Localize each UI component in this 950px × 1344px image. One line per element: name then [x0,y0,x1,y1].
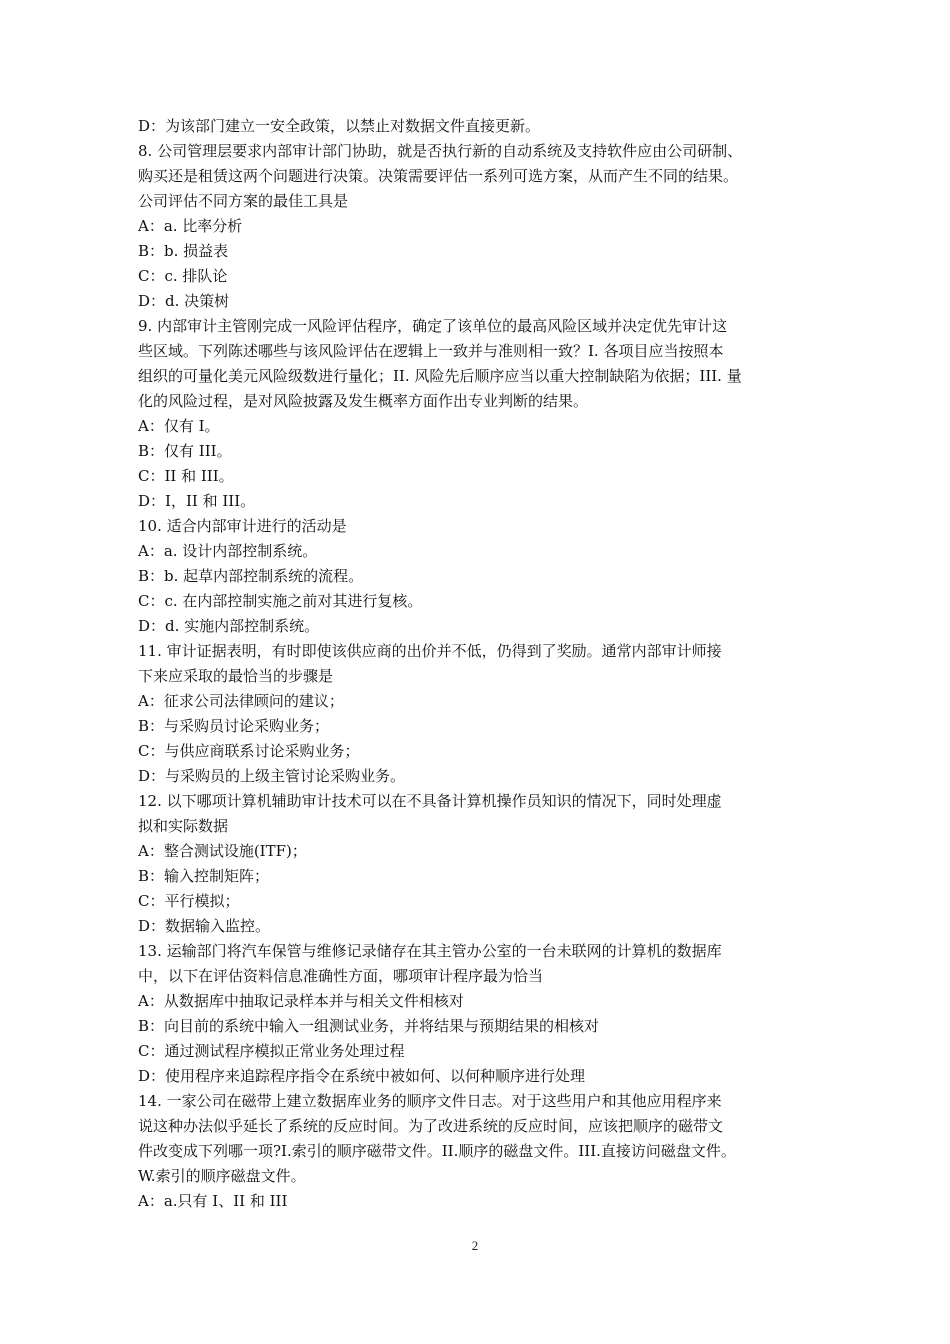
text-line: A：a. 设计内部控制系统。 [138,542,318,560]
text-line: 12. 以下哪项计算机辅助审计技术可以在不具备计算机操作员知识的情况下，同时处理虚 [138,792,722,810]
text-line: B：仅有 III。 [138,442,232,460]
text-line: 购买还是租赁这两个问题进行决策。决策需要评估一系列可选方案，从而产生不同的结果。 [138,167,739,185]
text-line: 中，以下在评估资料信息准确性方面，哪项审计程序最为恰当 [138,967,544,985]
text-line: C：与供应商联系讨论采购业务； [138,742,360,760]
page-number: 2 [471,1238,479,1253]
text-line: 拟和实际数据 [138,817,229,835]
text-line: D：d. 实施内部控制系统。 [138,617,320,635]
text-line: 公司评估不同方案的最佳工具是 [138,192,349,210]
text-line: D：使用程序来追踪程序指令在系统中被如何、以何种顺序进行处理 [138,1067,586,1085]
text-line: 14. 一家公司在磁带上建立数据库业务的顺序文件日志。对于这些用户和其他应用程序来 [138,1092,722,1110]
text-line: W.索引的顺序磁盘文件。 [138,1167,306,1185]
document-body [138,114,818,1214]
text-line: 说这种办法似乎延长了系统的反应时间。为了改进系统的反应时间，应该把顺序的磁带文 [138,1117,724,1135]
text-line: B：输入控制矩阵； [138,867,270,885]
text-line: C：c. 在内部控制实施之前对其进行复核。 [138,592,423,610]
text-line: B：b. 损益表 [138,242,229,260]
text-line: B：与采购员讨论采购业务； [138,717,330,735]
text-line: A：征求公司法律顾问的建议； [138,692,344,710]
text-line: D：数据输入监控。 [138,917,271,935]
text-line: 9. 内部审计主管刚完成一风险评估程序，确定了该单位的最高风险区域并决定优先审计这 [138,317,728,335]
text-line: A：a.只有 I、II 和 III [138,1192,288,1210]
text-line: A：从数据库中抽取记录样本并与相关文件相核对 [138,992,464,1010]
text-line: B：向目前的系统中输入一组测试业务，并将结果与预期结果的相核对 [138,1017,600,1035]
text-line: D：为该部门建立一安全政策，以禁止对数据文件直接更新。 [138,117,541,135]
text-line: 下来应采取的最恰当的步骤是 [138,667,334,685]
text-line: 8. 公司管理层要求内部审计部门协助，就是否执行新的自动系统及支持软件应由公司研制、 [138,142,743,160]
text-line: C：c. 排队论 [138,267,228,285]
text-line: 组织的可量化美元风险级数进行量化；II. 风险先后顺序应当以重大控制缺陷为依据；III. 量 [138,367,742,385]
text-line: D：与采购员的上级主管讨论采购业务。 [138,767,406,785]
text-line: A：整合测试设施(ITF)； [138,842,307,860]
text-line: 11. 审计证据表明，有时即使该供应商的出价并不低，仍得到了奖励。通常内部审计师接 [138,642,722,660]
text-line: D：I，II 和 III。 [138,492,256,510]
text-line: 些区域。下列陈述哪些与该风险评估在逻辑上一致并与准则相一致？I. 各项目应当按照本 [138,342,724,360]
text-line: D：d. 决策树 [138,292,230,310]
text-line: A：仅有 I。 [138,417,220,435]
text-line: B：b. 起草内部控制系统的流程。 [138,567,364,585]
text-line: 10. 适合内部审计进行的活动是 [138,517,347,535]
text-line: 13. 运输部门将汽车保管与维修记录储存在其主管办公室的一台未联网的计算机的数据库 [138,942,722,960]
text-line: C：平行模拟； [138,892,240,910]
text-line: C：通过测试程序模拟正常业务处理过程 [138,1042,405,1060]
text-line: 件改变成下列哪一项?I.索引的顺序磁带文件。II.顺序的磁盘文件。III.直接访问磁盘文件。 [138,1142,736,1160]
text-line: C：II 和 III。 [138,467,234,485]
text-line: 化的风险过程，是对风险披露及发生概率方面作出专业判断的结果。 [138,392,589,410]
text-line: A：a. 比率分析 [138,217,243,235]
